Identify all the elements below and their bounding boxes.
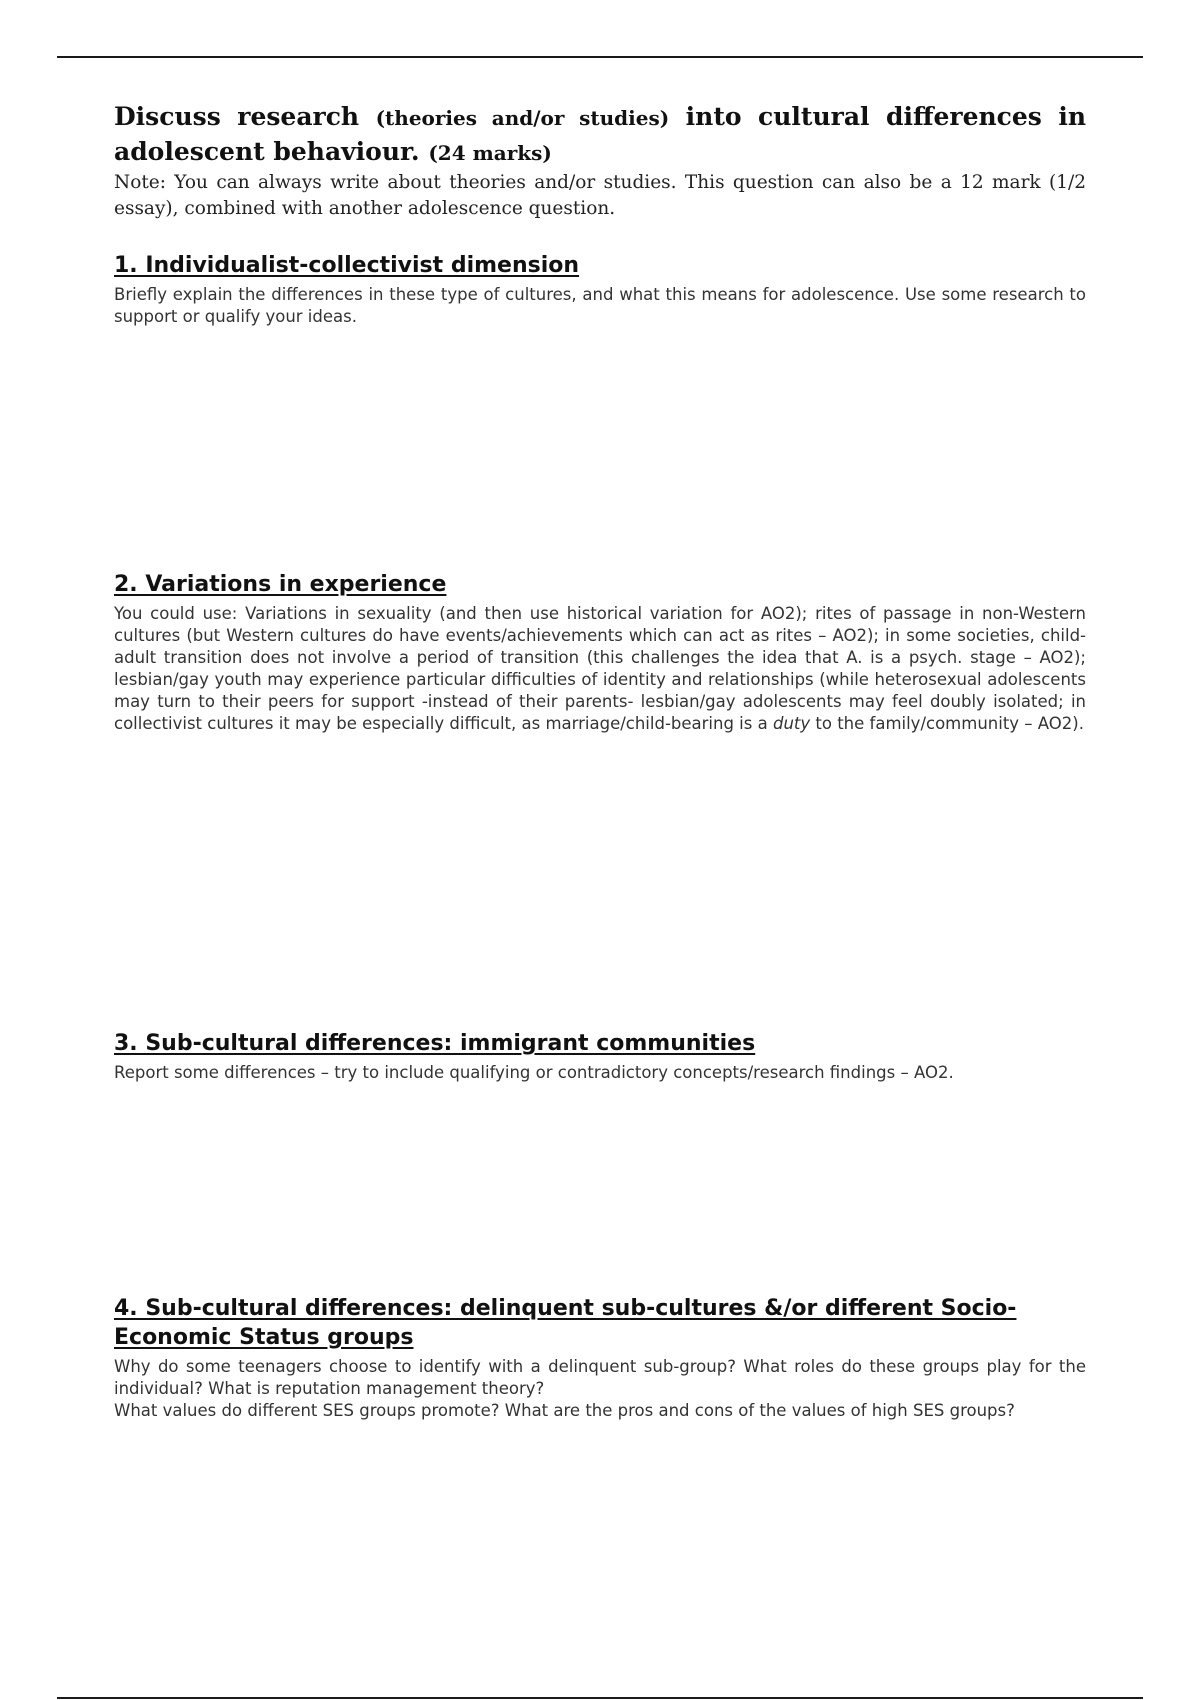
title-text-start: Discuss research xyxy=(114,102,376,131)
section-instructions: Briefly explain the differences in these type of cultures, and what this means for adolescence. Use some research to support or qualify your ideas. xyxy=(114,285,1086,326)
title-parenthetical: (theories and/or studies) xyxy=(375,106,670,130)
section-immigrant-communities xyxy=(114,1029,1086,1084)
section-heading: 2. Variations in experience xyxy=(114,572,447,597)
bottom-rule xyxy=(57,1697,1143,1699)
instructions-text-start: You could use: Variations in sexuality (and then use historical variation for AO2); rites of passage in non-Western cultures (but Western cultures do have events/achievements which can act as rites – AO2); in some societies, child-adult transition does not involve a period of transition (this challenges the idea that A. is a psych. stage – AO2); lesbian/gay youth may experience particular difficulties of identity and relationships (while heterosexual adolescents may turn to their peers for support -instead of their parents- lesbian/gay adolescents may feel doubly isolated; in collectivist cultures it may be especially difficult, as marriage/child-bearing is a xyxy=(114,604,1086,733)
question-note: Note: You can always write about theories and/or studies. This question can also be a 12 mark (1/2 essay), combined with another adolescence question. xyxy=(114,172,1086,219)
section-heading: 3. Sub-cultural differences: immigrant communities xyxy=(114,1031,756,1056)
section-heading: 1. Individualist-collectivist dimension xyxy=(114,253,580,278)
section-individualist-collectivist xyxy=(114,251,1086,328)
title-text-end: into cultural differences in adolescent behaviour. xyxy=(114,102,1086,166)
section-variations-in-experience xyxy=(114,570,1086,735)
section-instructions-1: Why do some teenagers choose to identify with a delinquent sub-group? What roles do these groups play for the individual? What is reputation management theory? xyxy=(114,1357,1086,1398)
emphasized-word: duty xyxy=(772,714,811,733)
section-instructions: Report some differences – try to include qualifying or contradictory concepts/research findings – AO2. xyxy=(114,1063,954,1082)
essay-question-title xyxy=(114,100,1086,170)
worksheet-page xyxy=(114,100,1086,1420)
section-heading: 4. Sub-cultural differences: delinquent sub-cultures &/or different Socio-Economic Status groups xyxy=(114,1296,1017,1350)
title-marks: (24 marks) xyxy=(428,141,552,165)
section-delinquent-subcultures-ses xyxy=(114,1294,1086,1422)
top-rule xyxy=(57,56,1143,58)
instructions-text-end: to the family/community – AO2). xyxy=(810,714,1084,733)
section-instructions-2: What values do different SES groups promote? What are the pros and cons of the values of high SES groups? xyxy=(114,1401,1015,1420)
section-instructions xyxy=(114,603,1086,735)
